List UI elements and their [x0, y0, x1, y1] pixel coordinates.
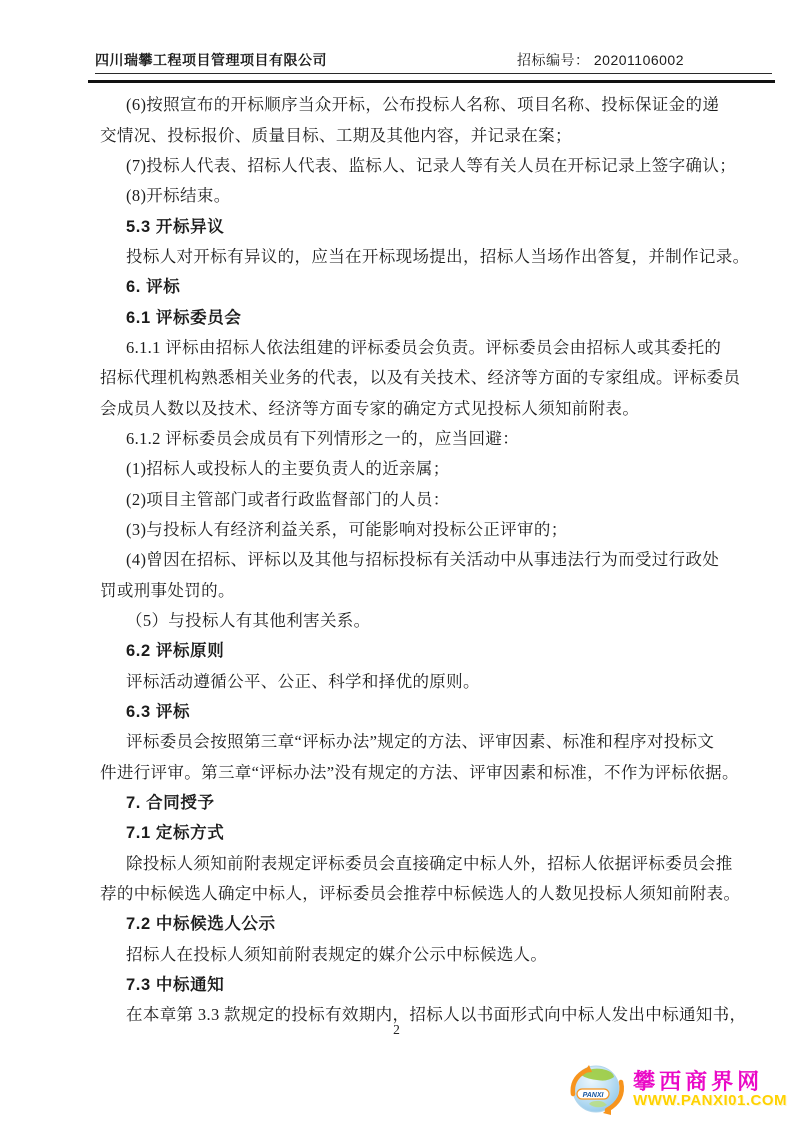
- text-line: 6.1.2 评标委员会成员有下列情形之一的，应当回避：: [126, 428, 520, 448]
- text-line: 6.1.1 评标由招标人依法组建的评标委员会负责。评标委员会由招标人或其委托的: [126, 337, 722, 357]
- text-line: (1)招标人或投标人的主要负责人的近亲属；: [126, 459, 450, 479]
- text-line: （5）与投标人有其他利害关系。: [126, 611, 371, 631]
- text-line: 招标代理机构熟悉相关业务的代表，以及有关技术、经济等方面的专家组成。评标委员: [100, 368, 741, 388]
- section-heading: 6. 评标: [126, 278, 181, 297]
- watermark-text: [633, 1070, 787, 1109]
- text-line: (6)按照宣布的开标顺序当众开标，公布投标人名称、项目名称、投标保证金的递: [126, 95, 720, 115]
- text-line: 会成员人数以及技术、经济等方面专家的确定方式见投标人须知前附表。: [100, 398, 640, 418]
- site-url: WWW.PANXI01.COM: [633, 1091, 787, 1109]
- section-heading: 7. 合同授予: [126, 794, 215, 813]
- site-watermark: [569, 1060, 787, 1118]
- site-name: 攀西商界网: [633, 1068, 764, 1094]
- section-heading: 7.1 定标方式: [126, 824, 225, 843]
- text-line: 除投标人须知前附表规定评标委员会直接确定中标人外，招标人依据评标委员会推: [126, 853, 733, 873]
- document-body: [100, 88, 750, 1029]
- section-heading: 6.3 评标: [126, 703, 191, 722]
- text-line: 件进行评审。第三章“评标办法”没有规定的方法、评审因素和标准，不作为评标依据。: [100, 762, 739, 782]
- section-heading: 7.2 中标候选人公示: [126, 915, 276, 934]
- text-line: 交情况、投标报价、质量目标、工期及其他内容，并记录在案；: [100, 125, 572, 145]
- section-heading: 6.2 评标原则: [126, 642, 225, 661]
- text-line: (8)开标结束。: [126, 186, 231, 206]
- logo-text: PANXI: [582, 1092, 604, 1099]
- section-heading: 6.1 评标委员会: [126, 308, 242, 327]
- text-line: 投标人对开标有异议的，应当在开标现场提出，招标人当场作出答复，并制作记录。: [126, 246, 750, 266]
- company-name: 四川瑞攀工程项目管理项目有限公司: [95, 52, 327, 68]
- page-number: 2: [393, 1022, 400, 1037]
- text-line: 评标活动遵循公平、公正、科学和择优的原则。: [126, 671, 480, 691]
- text-line: (2)项目主管部门或者行政监督部门的人员：: [126, 489, 450, 509]
- page-header: [95, 50, 772, 74]
- text-line: 评标委员会按照第三章“评标办法”规定的方法、评审因素、标准和程序对投标文: [126, 732, 715, 752]
- header-rule: [88, 80, 775, 83]
- text-line: (7)投标人代表、招标人代表、监标人、记录人等有关人员在开标记录上签字确认；: [126, 155, 737, 175]
- section-heading: 7.3 中标通知: [126, 976, 225, 995]
- text-line: 在本章第 3.3 款规定的投标有效期内，招标人以书面形式向中标人发出中标通知书，: [126, 1005, 747, 1025]
- section-heading: 5.3 开标异议: [126, 217, 225, 236]
- bid-number: 招标编号： 20201106002: [517, 52, 684, 68]
- text-line: (4)曾因在招标、评标以及其他与招标投标有关活动中从事违法行为而受过行政处: [126, 550, 720, 570]
- text-line: (3)与投标人有经济利益关系，可能影响对投标公正评审的；: [126, 519, 568, 539]
- globe-logo-icon: [569, 1060, 629, 1118]
- text-line: 荐的中标候选人确定中标人，评标委员会推荐中标候选人的人数见投标人须知前附表。: [100, 884, 741, 904]
- text-line: 罚或刑事处罚的。: [100, 580, 235, 600]
- text-line: 招标人在投标人须知前附表规定的媒介公示中标候选人。: [126, 944, 548, 964]
